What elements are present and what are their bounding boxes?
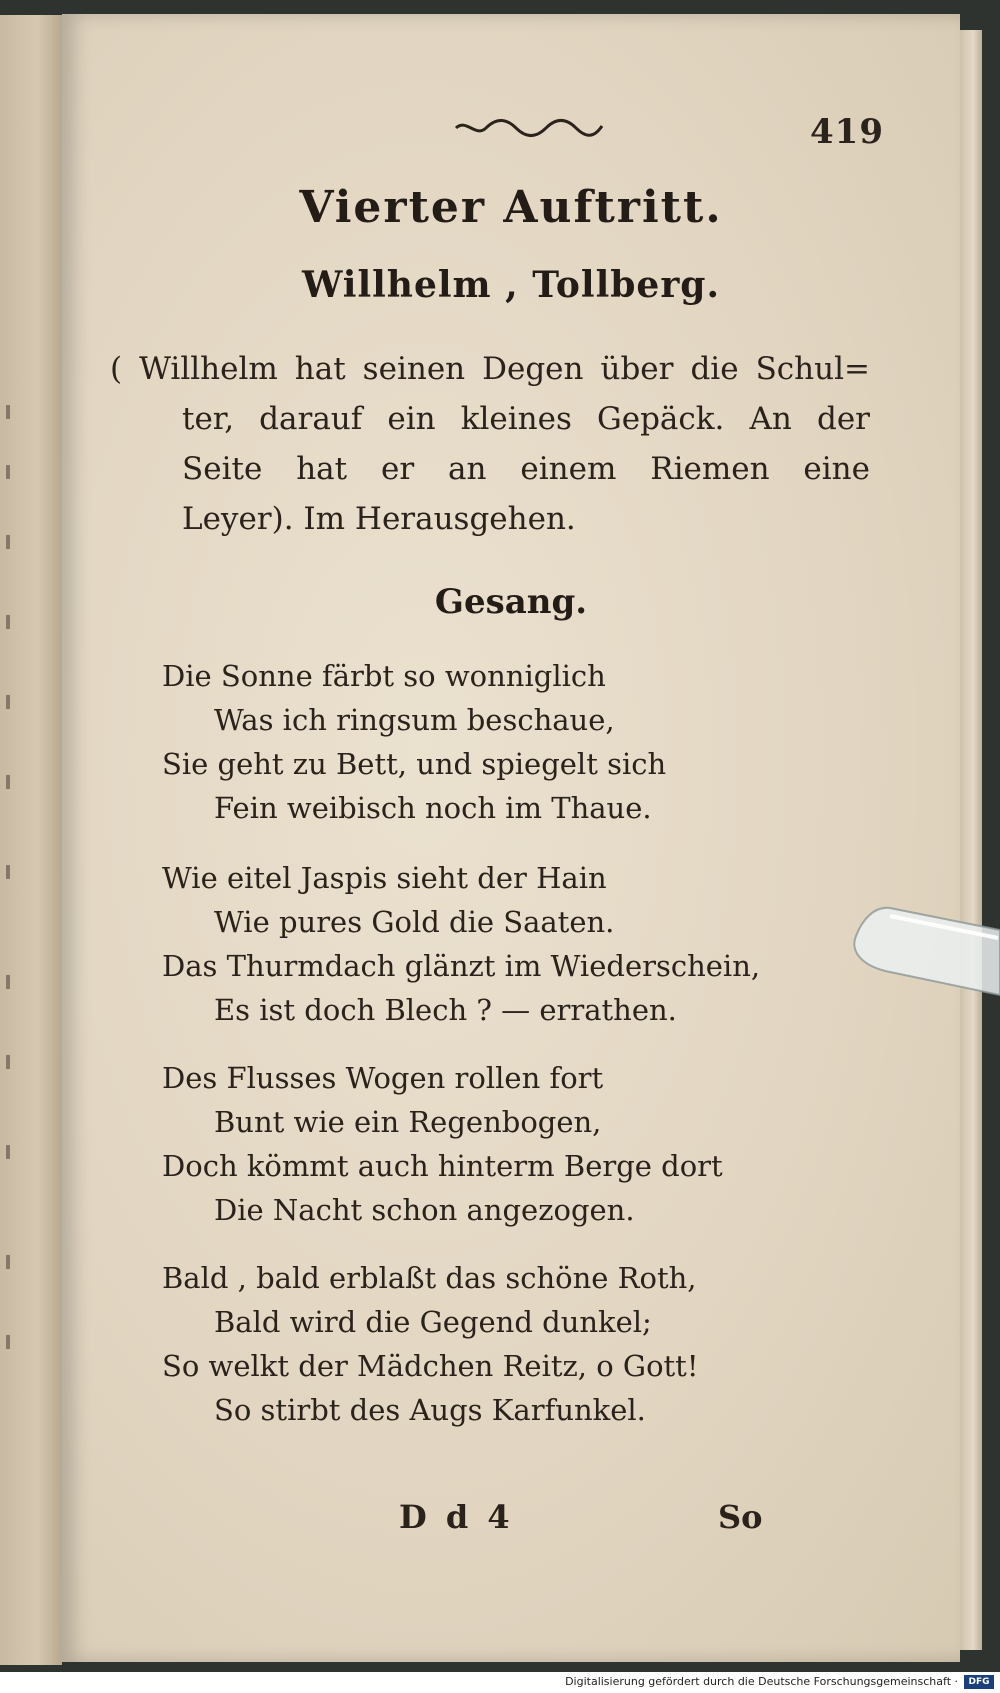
stanza-2 — [162, 856, 802, 1032]
verse-line: Bald , bald erblaßt das schöne Roth, — [162, 1261, 697, 1295]
verse-line: Sie geht zu Bett, und spiegelt sich — [162, 747, 667, 781]
page-number: 419 — [810, 112, 884, 152]
funding-credit: Digitalisierung gefördert durch die Deutsche Forschungsgemeinschaft · — [565, 1675, 958, 1688]
page-clip-icon — [850, 900, 1000, 1010]
stage-direction-line: Leyer). Im Herausgehen. — [182, 501, 576, 537]
stage-direction-line: Seite hat er an einem Riemen eine — [182, 451, 870, 487]
header-ornament — [454, 116, 604, 138]
verse-line: Es ist doch Blech ? — errathen. — [214, 993, 677, 1027]
verse-line: So stirbt des Augs Karfunkel. — [214, 1393, 646, 1427]
verse-line: Des Flusses Wogen rollen fort — [162, 1061, 604, 1095]
verse-line: Die Sonne färbt so wonniglich — [162, 659, 606, 693]
facing-page-edge — [0, 15, 62, 1665]
stage-direction — [110, 344, 870, 544]
verse-line: Das Thurmdach glänzt im Wiederschein, — [162, 949, 761, 983]
scene-title: Vierter Auftritt. — [299, 182, 723, 233]
signature-mark: D d 4 — [399, 1498, 514, 1536]
character-list: Willhelm , Tollberg. — [301, 264, 721, 306]
verse-line: Doch kömmt auch hinterm Berge dort — [162, 1149, 723, 1183]
stage-direction-line: ( Willhelm hat seinen Degen über die Schul= — [110, 351, 870, 387]
verse-line: So welkt der Mädchen Reitz, o Gott! — [162, 1349, 699, 1383]
dfg-logo: DFG — [964, 1675, 994, 1689]
stanza-1 — [162, 654, 802, 830]
verse-line: Bald wird die Gegend dunkel; — [214, 1305, 652, 1339]
stanza-4 — [162, 1256, 802, 1432]
verse-line: Die Nacht schon angezogen. — [214, 1193, 635, 1227]
book-page — [62, 14, 960, 1662]
stage-direction-line: ter, darauf ein kleines Gepäck. An der — [182, 401, 870, 437]
stanza-3 — [162, 1056, 802, 1232]
verse-line: Was ich ringsum beschaue, — [214, 703, 615, 737]
verse-line: Wie eitel Jaspis sieht der Hain — [162, 861, 607, 895]
page-stack-edge — [960, 30, 982, 1650]
catchword: So — [718, 1498, 763, 1536]
verse-line: Fein weibisch noch im Thaue. — [214, 791, 652, 825]
facing-page-text-fragments — [0, 15, 62, 1665]
song-heading: Gesang. — [434, 582, 588, 622]
verse-line: Bunt wie ein Regenbogen, — [214, 1105, 602, 1139]
verse-line: Wie pures Gold die Saaten. — [214, 905, 615, 939]
digitization-footer — [0, 1672, 1000, 1693]
